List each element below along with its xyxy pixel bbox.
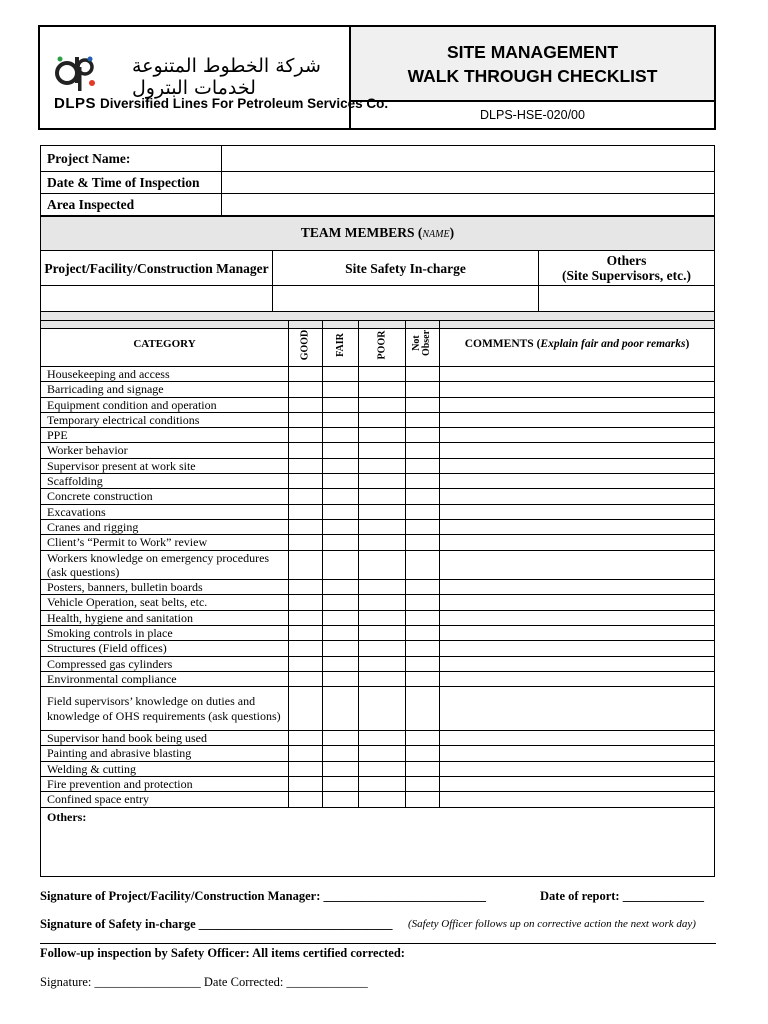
checklist-poor-cell[interactable] — [359, 489, 406, 504]
checklist-poor-cell[interactable] — [359, 641, 406, 656]
checklist-poor-cell[interactable] — [359, 580, 406, 595]
checklist-not-observed-cell[interactable] — [406, 687, 440, 731]
checklist-category-cell: Painting and abrasive blasting — [41, 746, 289, 761]
checklist-not-observed-cell[interactable] — [406, 550, 440, 580]
manager-signature-line[interactable]: Signature of Project/Facility/Construction Manager: __________________________ — [40, 889, 487, 903]
company-full-name: Diversified Lines For Petroleum Services Co. — [100, 96, 389, 111]
checklist-row — [41, 731, 715, 746]
checklist-poor-cell[interactable] — [359, 687, 406, 731]
document-title — [351, 27, 714, 102]
checklist-good-cell[interactable] — [289, 382, 323, 397]
checklist-poor-cell[interactable] — [359, 428, 406, 443]
team-members-heading — [41, 217, 715, 251]
title-block — [351, 27, 714, 128]
checklist-category-cell: Vehicle Operation, seat belts, etc. — [41, 595, 289, 610]
checklist-row — [41, 777, 715, 792]
fair-header — [323, 321, 359, 367]
checklist-fair-cell[interactable] — [323, 656, 359, 671]
checklist-poor-cell[interactable] — [359, 792, 406, 807]
checklist-comments-cell[interactable] — [440, 428, 715, 443]
checklist-comments-cell[interactable] — [440, 580, 715, 595]
checklist-row — [41, 443, 715, 458]
checklist-poor-cell[interactable] — [359, 626, 406, 641]
not-observed-header — [406, 321, 440, 367]
checklist-comments-cell[interactable] — [440, 382, 715, 397]
area-field[interactable] — [222, 194, 715, 216]
checklist-row — [41, 610, 715, 625]
checklist-good-cell[interactable] — [289, 641, 323, 656]
others-header-line-2: (Site Supervisors, etc.) — [562, 268, 691, 283]
checklist-fair-cell[interactable] — [323, 595, 359, 610]
checklist-poor-cell[interactable] — [359, 535, 406, 550]
checklist-not-observed-cell[interactable] — [406, 382, 440, 397]
checklist-row — [41, 397, 715, 412]
checklist-good-cell[interactable] — [289, 626, 323, 641]
project-name-field[interactable] — [222, 146, 715, 172]
checklist-category-cell: Client’s “Permit to Work” review — [41, 535, 289, 550]
checklist-poor-cell[interactable] — [359, 397, 406, 412]
others-row — [41, 807, 715, 876]
checklist-fair-cell[interactable] — [323, 777, 359, 792]
checklist-fair-cell[interactable] — [323, 474, 359, 489]
checklist-row — [41, 504, 715, 519]
checklist-comments-cell[interactable] — [440, 397, 715, 412]
others-header-line-1: Others — [606, 253, 647, 268]
checklist-good-cell[interactable] — [289, 777, 323, 792]
comments-header-close: ) — [685, 337, 690, 350]
checklist-not-observed-cell[interactable] — [406, 504, 440, 519]
checklist-fair-cell[interactable] — [323, 489, 359, 504]
checklist-row — [41, 535, 715, 550]
checklist-row — [41, 595, 715, 610]
checklist-comments-cell[interactable] — [440, 367, 715, 382]
checklist-good-cell[interactable] — [289, 443, 323, 458]
checklist-category-cell: Supervisor hand book being used — [41, 731, 289, 746]
checklist-comments-cell[interactable] — [440, 443, 715, 458]
divider-line — [40, 943, 716, 944]
checklist-comments-cell[interactable] — [440, 641, 715, 656]
checklist-good-cell[interactable] — [289, 458, 323, 473]
checklist-row — [41, 687, 715, 731]
checklist-category-cell: Posters, banners, bulletin boards — [41, 580, 289, 595]
checklist-poor-cell[interactable] — [359, 731, 406, 746]
checklist-fair-cell[interactable] — [323, 746, 359, 761]
date-time-field[interactable] — [222, 172, 715, 194]
checklist-fair-cell[interactable] — [323, 641, 359, 656]
checklist-poor-cell[interactable] — [359, 746, 406, 761]
checklist-comments-cell[interactable] — [440, 595, 715, 610]
safety-followup-note: (Safety Officer follows up on corrective action the next work day) — [408, 918, 696, 930]
checklist-category-cell: Housekeeping and access — [41, 367, 289, 382]
checklist-comments-cell[interactable] — [440, 519, 715, 534]
checklist-not-observed-cell[interactable] — [406, 656, 440, 671]
checklist-comments-cell[interactable] — [440, 489, 715, 504]
good-header — [289, 321, 323, 367]
checklist-poor-cell[interactable] — [359, 504, 406, 519]
team-heading-text: TEAM MEMBERS ( — [300, 225, 423, 240]
checklist-good-cell[interactable] — [289, 792, 323, 807]
safety-incharge-name-field[interactable] — [273, 286, 539, 312]
checklist-category-cell: Confined space entry — [41, 792, 289, 807]
checklist-good-cell[interactable] — [289, 412, 323, 427]
checklist-category-cell: PPE — [41, 428, 289, 443]
checklist-category-cell: Structures (Field offices) — [41, 641, 289, 656]
checklist-category-cell: Equipment condition and operation — [41, 397, 289, 412]
checklist-category-cell: Worker behavior — [41, 443, 289, 458]
checklist-fair-cell[interactable] — [323, 792, 359, 807]
checklist-category-cell: Workers knowledge on emergency procedures (ask questions) — [41, 550, 289, 580]
checklist-good-cell[interactable] — [289, 367, 323, 382]
area-row — [41, 194, 715, 216]
checklist-category-cell: Scaffolding — [41, 474, 289, 489]
manager-column-header: Project/Facility/Construction Manager — [41, 251, 273, 286]
good-header-text: GOOD — [299, 329, 311, 361]
checklist-row — [41, 656, 715, 671]
checklist-not-observed-cell[interactable] — [406, 731, 440, 746]
checklist-category-cell: Field supervisors’ knowledge on duties and knowledge of OHS requirements (ask questions) — [41, 687, 289, 731]
checklist-category-cell: Cranes and rigging — [41, 519, 289, 534]
not-observed-header-text — [412, 330, 432, 356]
checklist-category-cell: Health, hygiene and sanitation — [41, 610, 289, 625]
checklist-fair-cell[interactable] — [323, 626, 359, 641]
checklist-category-cell: Excavations — [41, 504, 289, 519]
checklist-poor-cell[interactable] — [359, 367, 406, 382]
checklist-not-observed-cell[interactable] — [406, 777, 440, 792]
dlps-logo-icon — [54, 53, 96, 93]
date-time-row — [41, 172, 715, 194]
checklist-fair-cell[interactable] — [323, 687, 359, 731]
company-abbrev: DLPS — [54, 95, 97, 112]
checklist-fair-cell[interactable] — [323, 519, 359, 534]
checklist-good-cell[interactable] — [289, 656, 323, 671]
checklist-comments-cell[interactable] — [440, 777, 715, 792]
checklist-comments-cell[interactable] — [440, 535, 715, 550]
checklist-poor-cell[interactable] — [359, 412, 406, 427]
date-time-label: Date & Time of Inspection — [41, 172, 222, 194]
checklist-not-observed-cell[interactable] — [406, 489, 440, 504]
comments-header — [440, 321, 715, 367]
checklist-good-cell[interactable] — [289, 504, 323, 519]
document-code: DLPS-HSE-020/00 — [480, 108, 585, 122]
company-logo-block — [40, 27, 389, 128]
checklist-row — [41, 489, 715, 504]
safety-signature-line[interactable]: Signature of Safety in-charge _______________________________ — [40, 917, 393, 931]
checklist-not-observed-cell[interactable] — [406, 671, 440, 686]
checklist-row — [41, 550, 715, 580]
checklist-good-cell[interactable] — [289, 746, 323, 761]
checklist-category-cell: Compressed gas cylinders — [41, 656, 289, 671]
checklist-fair-cell[interactable] — [323, 504, 359, 519]
checklist-not-observed-cell[interactable] — [406, 458, 440, 473]
checklist-comments-cell[interactable] — [440, 412, 715, 427]
not-observed-line-1: Not — [411, 335, 423, 351]
title-line-2: WALK THROUGH CHECKLIST — [407, 65, 658, 86]
checklist-fair-cell[interactable] — [323, 397, 359, 412]
checklist-poor-cell[interactable] — [359, 382, 406, 397]
safety-incharge-column-header: Site Safety In-charge — [273, 251, 539, 286]
checklist-comments-cell[interactable] — [440, 458, 715, 473]
checklist-row — [41, 458, 715, 473]
checklist-row — [41, 428, 715, 443]
checklist-row — [41, 580, 715, 595]
team-heading-name: NAME — [422, 229, 450, 240]
project-name-row — [41, 146, 715, 172]
checklist-comments-cell[interactable] — [440, 626, 715, 641]
checklist-row — [41, 382, 715, 397]
checklist-poor-cell[interactable] — [359, 443, 406, 458]
checklist-not-observed-cell[interactable] — [406, 580, 440, 595]
checklist-row — [41, 792, 715, 807]
checklist-fair-cell[interactable] — [323, 761, 359, 776]
checklist-category-cell: Temporary electrical conditions — [41, 412, 289, 427]
checklist-poor-cell[interactable] — [359, 595, 406, 610]
checklist-good-cell[interactable] — [289, 595, 323, 610]
checklist-poor-cell[interactable] — [359, 656, 406, 671]
comments-header-note: Explain fair and poor remarks — [540, 337, 686, 350]
not-observed-line-2: Obser — [421, 329, 433, 357]
manager-name-field[interactable] — [41, 286, 273, 312]
checklist-good-cell[interactable] — [289, 397, 323, 412]
checklist-not-observed-cell[interactable] — [406, 428, 440, 443]
checklist-comments-cell[interactable] — [440, 746, 715, 761]
checklist-poor-cell[interactable] — [359, 519, 406, 534]
checklist-poor-cell[interactable] — [359, 777, 406, 792]
date-of-report-line[interactable]: Date of report: _____________ — [540, 889, 704, 903]
checklist-not-observed-cell[interactable] — [406, 610, 440, 625]
checklist-fair-cell[interactable] — [323, 412, 359, 427]
checklist-poor-cell[interactable] — [359, 550, 406, 580]
others-name-field[interactable] — [539, 286, 715, 312]
checklist-not-observed-cell[interactable] — [406, 397, 440, 412]
checklist-row — [41, 671, 715, 686]
poor-header — [359, 321, 406, 367]
checklist-row — [41, 641, 715, 656]
checklist-row — [41, 761, 715, 776]
project-name-label: Project Name: — [41, 146, 222, 172]
checklist-category-cell: Environmental compliance — [41, 671, 289, 686]
checklist-not-observed-cell[interactable] — [406, 443, 440, 458]
checklist-row — [41, 412, 715, 427]
checklist-comments-cell[interactable] — [440, 474, 715, 489]
checklist-poor-cell[interactable] — [359, 671, 406, 686]
checklist-category-cell: Smoking controls in place — [41, 626, 289, 641]
checklist-row — [41, 519, 715, 534]
checklist-not-observed-cell[interactable] — [406, 535, 440, 550]
checklist-not-observed-cell[interactable] — [406, 367, 440, 382]
checklist-not-observed-cell[interactable] — [406, 412, 440, 427]
checklist-comments-cell[interactable] — [440, 550, 715, 580]
checklist-category-cell: Supervisor present at work site — [41, 458, 289, 473]
checklist-category-cell: Welding & cutting — [41, 761, 289, 776]
poor-header-text: POOR — [375, 330, 387, 360]
checklist-fair-cell[interactable] — [323, 671, 359, 686]
checklist-poor-cell[interactable] — [359, 610, 406, 625]
checklist-not-observed-cell[interactable] — [406, 746, 440, 761]
checklist-row — [41, 626, 715, 641]
checklist-category-cell: Fire prevention and protection — [41, 777, 289, 792]
checklist-good-cell[interactable] — [289, 580, 323, 595]
checklist-comments-cell[interactable] — [440, 761, 715, 776]
checklist-fair-cell[interactable] — [323, 580, 359, 595]
company-name-arabic: شركة الخطوط المتنوعة لخدمات البترول — [132, 55, 321, 99]
checklist-fair-cell[interactable] — [323, 535, 359, 550]
team-heading-close: ) — [449, 225, 455, 240]
checklist-fair-cell[interactable] — [323, 458, 359, 473]
checklist-not-observed-cell[interactable] — [406, 761, 440, 776]
company-name-english — [54, 95, 388, 112]
checklist-comments-cell[interactable] — [440, 731, 715, 746]
checklist-good-cell[interactable] — [289, 610, 323, 625]
others-field[interactable]: Others: — [41, 807, 715, 876]
checklist-good-cell[interactable] — [289, 489, 323, 504]
checklist-category-cell: Concrete construction — [41, 489, 289, 504]
others-column-header — [539, 251, 715, 286]
checklist-comments-cell[interactable] — [440, 687, 715, 731]
checklist-poor-cell[interactable] — [359, 474, 406, 489]
checklist-fair-cell[interactable] — [323, 550, 359, 580]
checklist-comments-cell[interactable] — [440, 504, 715, 519]
checklist-poor-cell[interactable] — [359, 761, 406, 776]
checklist-good-cell[interactable] — [289, 687, 323, 731]
title-line-1: SITE MANAGEMENT — [446, 41, 619, 62]
checklist-good-cell[interactable] — [289, 761, 323, 776]
checklist-comments-cell[interactable] — [440, 671, 715, 686]
checklist-good-cell[interactable] — [289, 550, 323, 580]
checklist-good-cell[interactable] — [289, 428, 323, 443]
checklist-good-cell[interactable] — [289, 671, 323, 686]
checklist-not-observed-cell[interactable] — [406, 641, 440, 656]
area-label: Area Inspected — [41, 194, 222, 216]
checklist-row — [41, 474, 715, 489]
checklist-good-cell[interactable] — [289, 731, 323, 746]
checklist-not-observed-cell[interactable] — [406, 626, 440, 641]
final-signature-line[interactable]: Signature: _________________ Date Corrected: _____________ — [40, 975, 368, 989]
checklist-fair-cell[interactable] — [323, 610, 359, 625]
checklist-table — [40, 320, 715, 877]
checklist-fair-cell[interactable] — [323, 443, 359, 458]
checklist-fair-cell[interactable] — [323, 731, 359, 746]
checklist-not-observed-cell[interactable] — [406, 519, 440, 534]
checklist-good-cell[interactable] — [289, 474, 323, 489]
comments-header-text: COMMENTS ( — [464, 337, 541, 350]
followup-inspection-label: Follow-up inspection by Safety Officer: All items certified corrected: — [40, 946, 405, 960]
team-members-table — [40, 216, 715, 329]
checklist-good-cell[interactable] — [289, 535, 323, 550]
checklist-fair-cell[interactable] — [323, 367, 359, 382]
checklist-comments-cell[interactable] — [440, 792, 715, 807]
fair-header-text: FAIR — [334, 333, 346, 357]
checklist-poor-cell[interactable] — [359, 458, 406, 473]
document-header — [38, 25, 716, 130]
checklist-comments-cell[interactable] — [440, 656, 715, 671]
checklist-fair-cell[interactable] — [323, 428, 359, 443]
checklist-row — [41, 746, 715, 761]
checklist-category-cell: Barricading and signage — [41, 382, 289, 397]
checklist-not-observed-cell[interactable] — [406, 474, 440, 489]
checklist-row — [41, 367, 715, 382]
checklist-not-observed-cell[interactable] — [406, 792, 440, 807]
checklist-fair-cell[interactable] — [323, 382, 359, 397]
checklist-not-observed-cell[interactable] — [406, 595, 440, 610]
category-header: CATEGORY — [41, 321, 289, 367]
checklist-comments-cell[interactable] — [440, 610, 715, 625]
inspection-info-table — [40, 145, 715, 216]
checklist-header-row — [41, 321, 715, 367]
checklist-good-cell[interactable] — [289, 519, 323, 534]
